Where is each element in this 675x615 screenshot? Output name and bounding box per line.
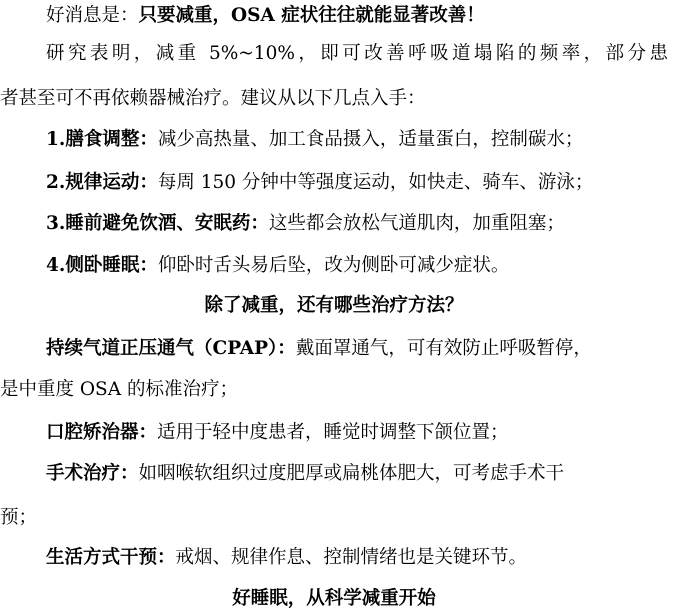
treatment-label: 持续气道正压通气（CPAP）： (46, 338, 296, 359)
intro-line (46, 4, 668, 28)
treatment-text: 如咽喉软组织过度肥厚或扁桃体肥大，可考虑手术干 (138, 463, 565, 484)
treatment-label: 手术治疗： (46, 463, 139, 484)
tip-label: 4.侧卧睡眠： (46, 255, 158, 276)
treatment-text: 适用于轻中度患者，睡觉时调整下颌位置； (157, 422, 509, 443)
treatment-text: 戒烟、规律作息、控制情绪也是关键环节。 (175, 547, 528, 568)
intro-paragraph-line1: 研究表明，减重 5%~10%，即可改善呼吸道塌陷的频率，部分患 (46, 43, 668, 64)
treatment-cpap (46, 337, 668, 361)
tip-item (46, 212, 668, 236)
tip-item (46, 254, 668, 278)
treatment-cpap-continuation: 是中重度 OSA 的标准治疗； (0, 379, 238, 400)
tip-text: 每周 150 分钟中等强度运动，如快走、骑车、游泳； (157, 172, 594, 193)
intro-prefix: 好消息是： (46, 5, 139, 26)
treatment-label: 口腔矫治器： (46, 422, 158, 443)
treatment-oral (46, 421, 668, 445)
intro-paragraph-line2: 者甚至可不再依赖器械治疗。建议从以下几点入手： (0, 88, 426, 109)
tip-item (46, 128, 668, 152)
tip-item (46, 171, 668, 195)
tip-text: 仰卧时舌头易后坠，改为侧卧可减少症状。 (157, 255, 510, 276)
closing-line: 好睡眠，从科学减重开始 (232, 588, 436, 609)
tip-label: 2.规律运动： (46, 172, 158, 193)
tip-label: 3.睡前避免饮酒、安眠药： (46, 213, 269, 234)
tip-text: 这些都会放松气道肌肉，加重阻塞； (268, 213, 565, 234)
tip-text: 减少高热量、加工食品摄入，适量蛋白，控制碳水； (157, 129, 584, 150)
treatment-label: 生活方式干预： (46, 547, 176, 568)
treatment-text: 戴面罩通气，可有效防止呼吸暂停， (295, 338, 592, 359)
section-title: 除了减重，还有哪些治疗方法？ (204, 295, 464, 316)
tip-label: 1.膳食调整： (46, 129, 158, 150)
intro-headline: 只要减重，OSA 症状往往就能显著改善！ (138, 5, 485, 26)
treatment-surgery-continuation: 预； (0, 507, 38, 528)
treatment-surgery (46, 462, 668, 486)
treatment-lifestyle (46, 546, 668, 570)
